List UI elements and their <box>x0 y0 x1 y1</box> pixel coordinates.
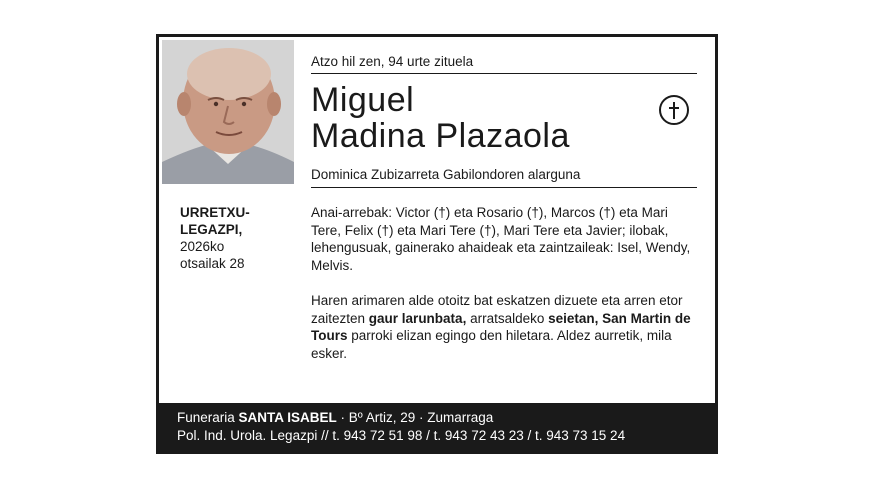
cross-icon <box>659 95 689 125</box>
date-line-1: 2026ko <box>180 239 225 254</box>
death-notice <box>156 34 718 454</box>
funeral-home-footer <box>159 403 715 451</box>
family-list: Anai-arrebak: Victor (†) eta Rosario (†), Marcos (†) eta Mari Tere, Felix (†) eta Mari Tere (†), Mari Tere eta Javier; ilobak, lehengusuak, gainerako ahaideak eta zaintzaileak: Isel, Wendy, Melvis. <box>311 205 691 273</box>
footer-prefix: Funeraria <box>177 410 239 425</box>
funeral-announcement <box>311 292 697 362</box>
notice-body <box>311 53 697 362</box>
footer-line-1 <box>177 409 715 427</box>
footer-line-2: Pol. Ind. Urola. Legazpi // t. 943 72 51 98 / t. 943 72 43 23 / t. 943 73 15 24 <box>177 428 626 443</box>
date-line-2: otsailak 28 <box>180 256 245 271</box>
portrait-image <box>162 40 294 184</box>
name-divider <box>311 187 697 188</box>
funeral-time-place: seietan, San Martin de Tours <box>311 310 691 343</box>
deceased-name <box>311 82 697 154</box>
location-date <box>180 204 290 272</box>
funeral-day: gaur larunbata, <box>368 310 467 326</box>
header-divider <box>311 73 697 74</box>
first-name: Miguel <box>311 81 415 119</box>
location-city: URRETXU-LEGAZPI, <box>180 205 250 237</box>
widow-line: Dominica Zubizarreta Gabilondoren alarguna <box>311 167 581 182</box>
prayer-text-3: parroki elizan egingo den hiletara. Aldez aurretik, mila esker. <box>311 328 672 361</box>
funeral-home-address: · Bº Artiz, 29 · Zumarraga <box>336 410 494 425</box>
prayer-text-2: arratsaldeko <box>466 310 549 326</box>
prayer-text-1: Haren arimaren alde otoitz bat eskatzen dizuete eta arren etor zaitezten <box>311 293 683 326</box>
surnames: Madina Plazaola <box>311 117 570 155</box>
funeral-home-name: SANTA ISABEL <box>238 410 337 425</box>
portrait-photo <box>162 40 294 184</box>
death-statement: Atzo hil zen, 94 urte zituela <box>311 54 474 69</box>
